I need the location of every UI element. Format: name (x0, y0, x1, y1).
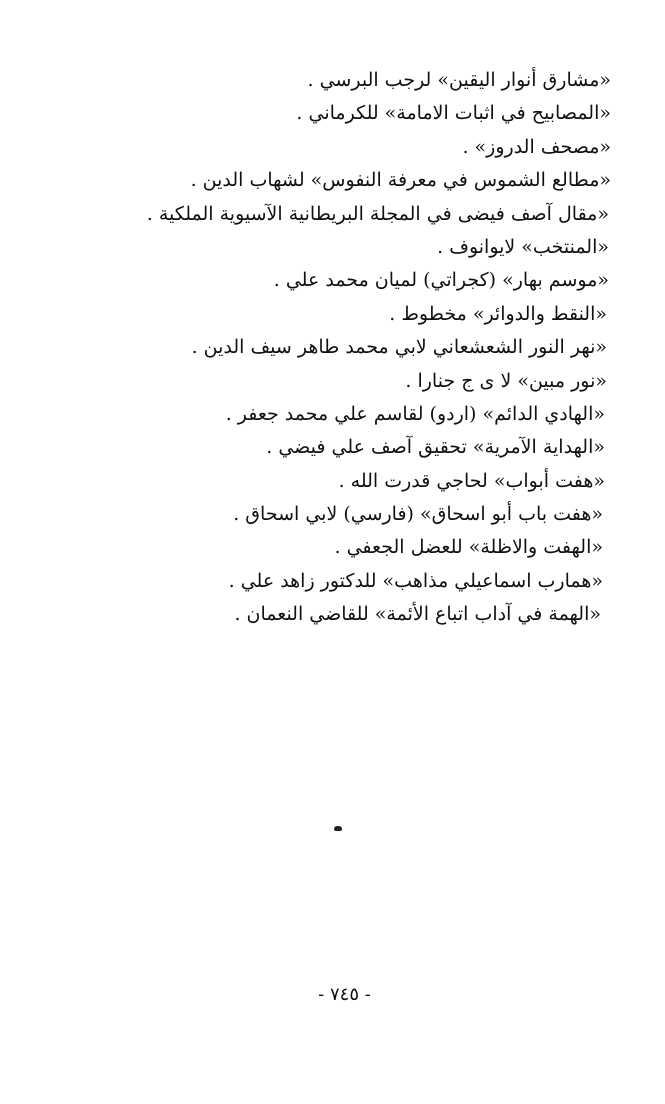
bibliography-entry: «مطالع الشموس في معرفة النفوس» لشهاب الدين . (190, 169, 611, 192)
bibliography-entry: «الهداية الآمرية» تحقيق آصف علي فيضي . (266, 436, 605, 459)
bibliography-entry: «هفت باب أبو اسحاق» (فارسي) لابي اسحاق . (233, 503, 603, 526)
bibliography-entry: «مصحف الدروز» . (462, 135, 611, 158)
bibliography-entry: «المصابيح في اثبات الامامة» للكرماني . (296, 102, 611, 125)
bibliography-list (141, 64, 611, 632)
bibliography-entry: «هفت أبواب» لحاجي قدرت الله . (338, 469, 605, 492)
bibliography-entry: «مشارق أنوار اليقين» لرجب البرسي . (307, 69, 611, 91)
bibliography-entry: «موسم بهار» (كجراتي) لميان محمد علي . (273, 269, 609, 292)
page-number-text: - ٧٤٥ - (318, 984, 371, 1005)
bibliography-entry: «نور مبين» لا ى ج جنارا . (405, 369, 607, 392)
bibliography-entry: «النقط والدوائر» مخطوط . (389, 302, 607, 325)
bibliography-entry: «الهفت والاظلة» للعضل الجعفي . (334, 536, 603, 559)
page-number (0, 984, 665, 1005)
bibliography-entry: «مقال آصف فيضى في المجلة البريطانية الآسيوية الملكية . (146, 202, 609, 225)
bibliography-entry: «الهمة في آداب اتباع الأئمة» للقاضي النعمان . (234, 603, 601, 626)
bibliography-entry: «الهادي الدائم» (اردو) لقاسم علي محمد جعفر . (225, 402, 605, 425)
ink-mark (334, 826, 342, 831)
bibliography-entry: «نهر النور الشعشعاني لابي محمد طاهر سيف الدين . (191, 336, 607, 359)
bibliography-entry: «همارب اسماعيلي مذاهب» للدكتور زاهد علي . (228, 569, 603, 592)
bibliography-entry: «المنتخب» لايوانوف . (437, 235, 609, 258)
